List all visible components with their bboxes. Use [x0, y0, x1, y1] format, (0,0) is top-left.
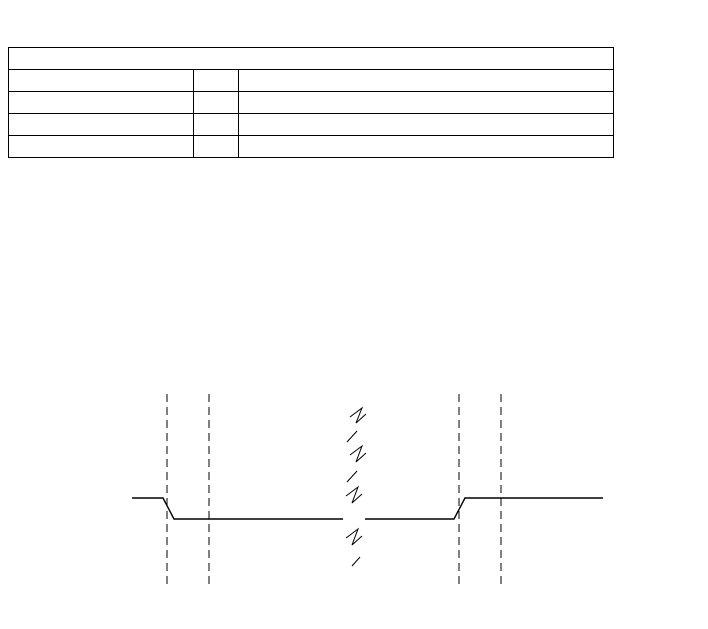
row-name: [9, 114, 194, 136]
row-bits: [194, 92, 239, 114]
row-name: [9, 92, 194, 114]
header-name: [9, 70, 194, 92]
row-description: [239, 136, 614, 158]
row-bits: [194, 136, 239, 158]
table-row: [9, 114, 614, 136]
timing-diagram: [0, 392, 708, 597]
paragraph-mclk: [8, 245, 702, 287]
header-description: [239, 70, 614, 92]
break-mask: [343, 452, 365, 474]
paragraph-srate: [8, 329, 702, 371]
register-table: [8, 47, 614, 158]
paragraph-ena: [8, 182, 702, 203]
table-caption: [9, 48, 614, 70]
lrout-waveform: [132, 498, 603, 519]
row-description: [239, 92, 614, 114]
section-heading: [6, 4, 62, 22]
table-row: [9, 92, 614, 114]
header-bits: [194, 70, 239, 92]
row-bits: [194, 114, 239, 136]
row-description: [239, 114, 614, 136]
marker-lines: [167, 394, 501, 588]
table-row: [9, 136, 614, 158]
break-mask: [343, 412, 365, 434]
row-name: [9, 136, 194, 158]
